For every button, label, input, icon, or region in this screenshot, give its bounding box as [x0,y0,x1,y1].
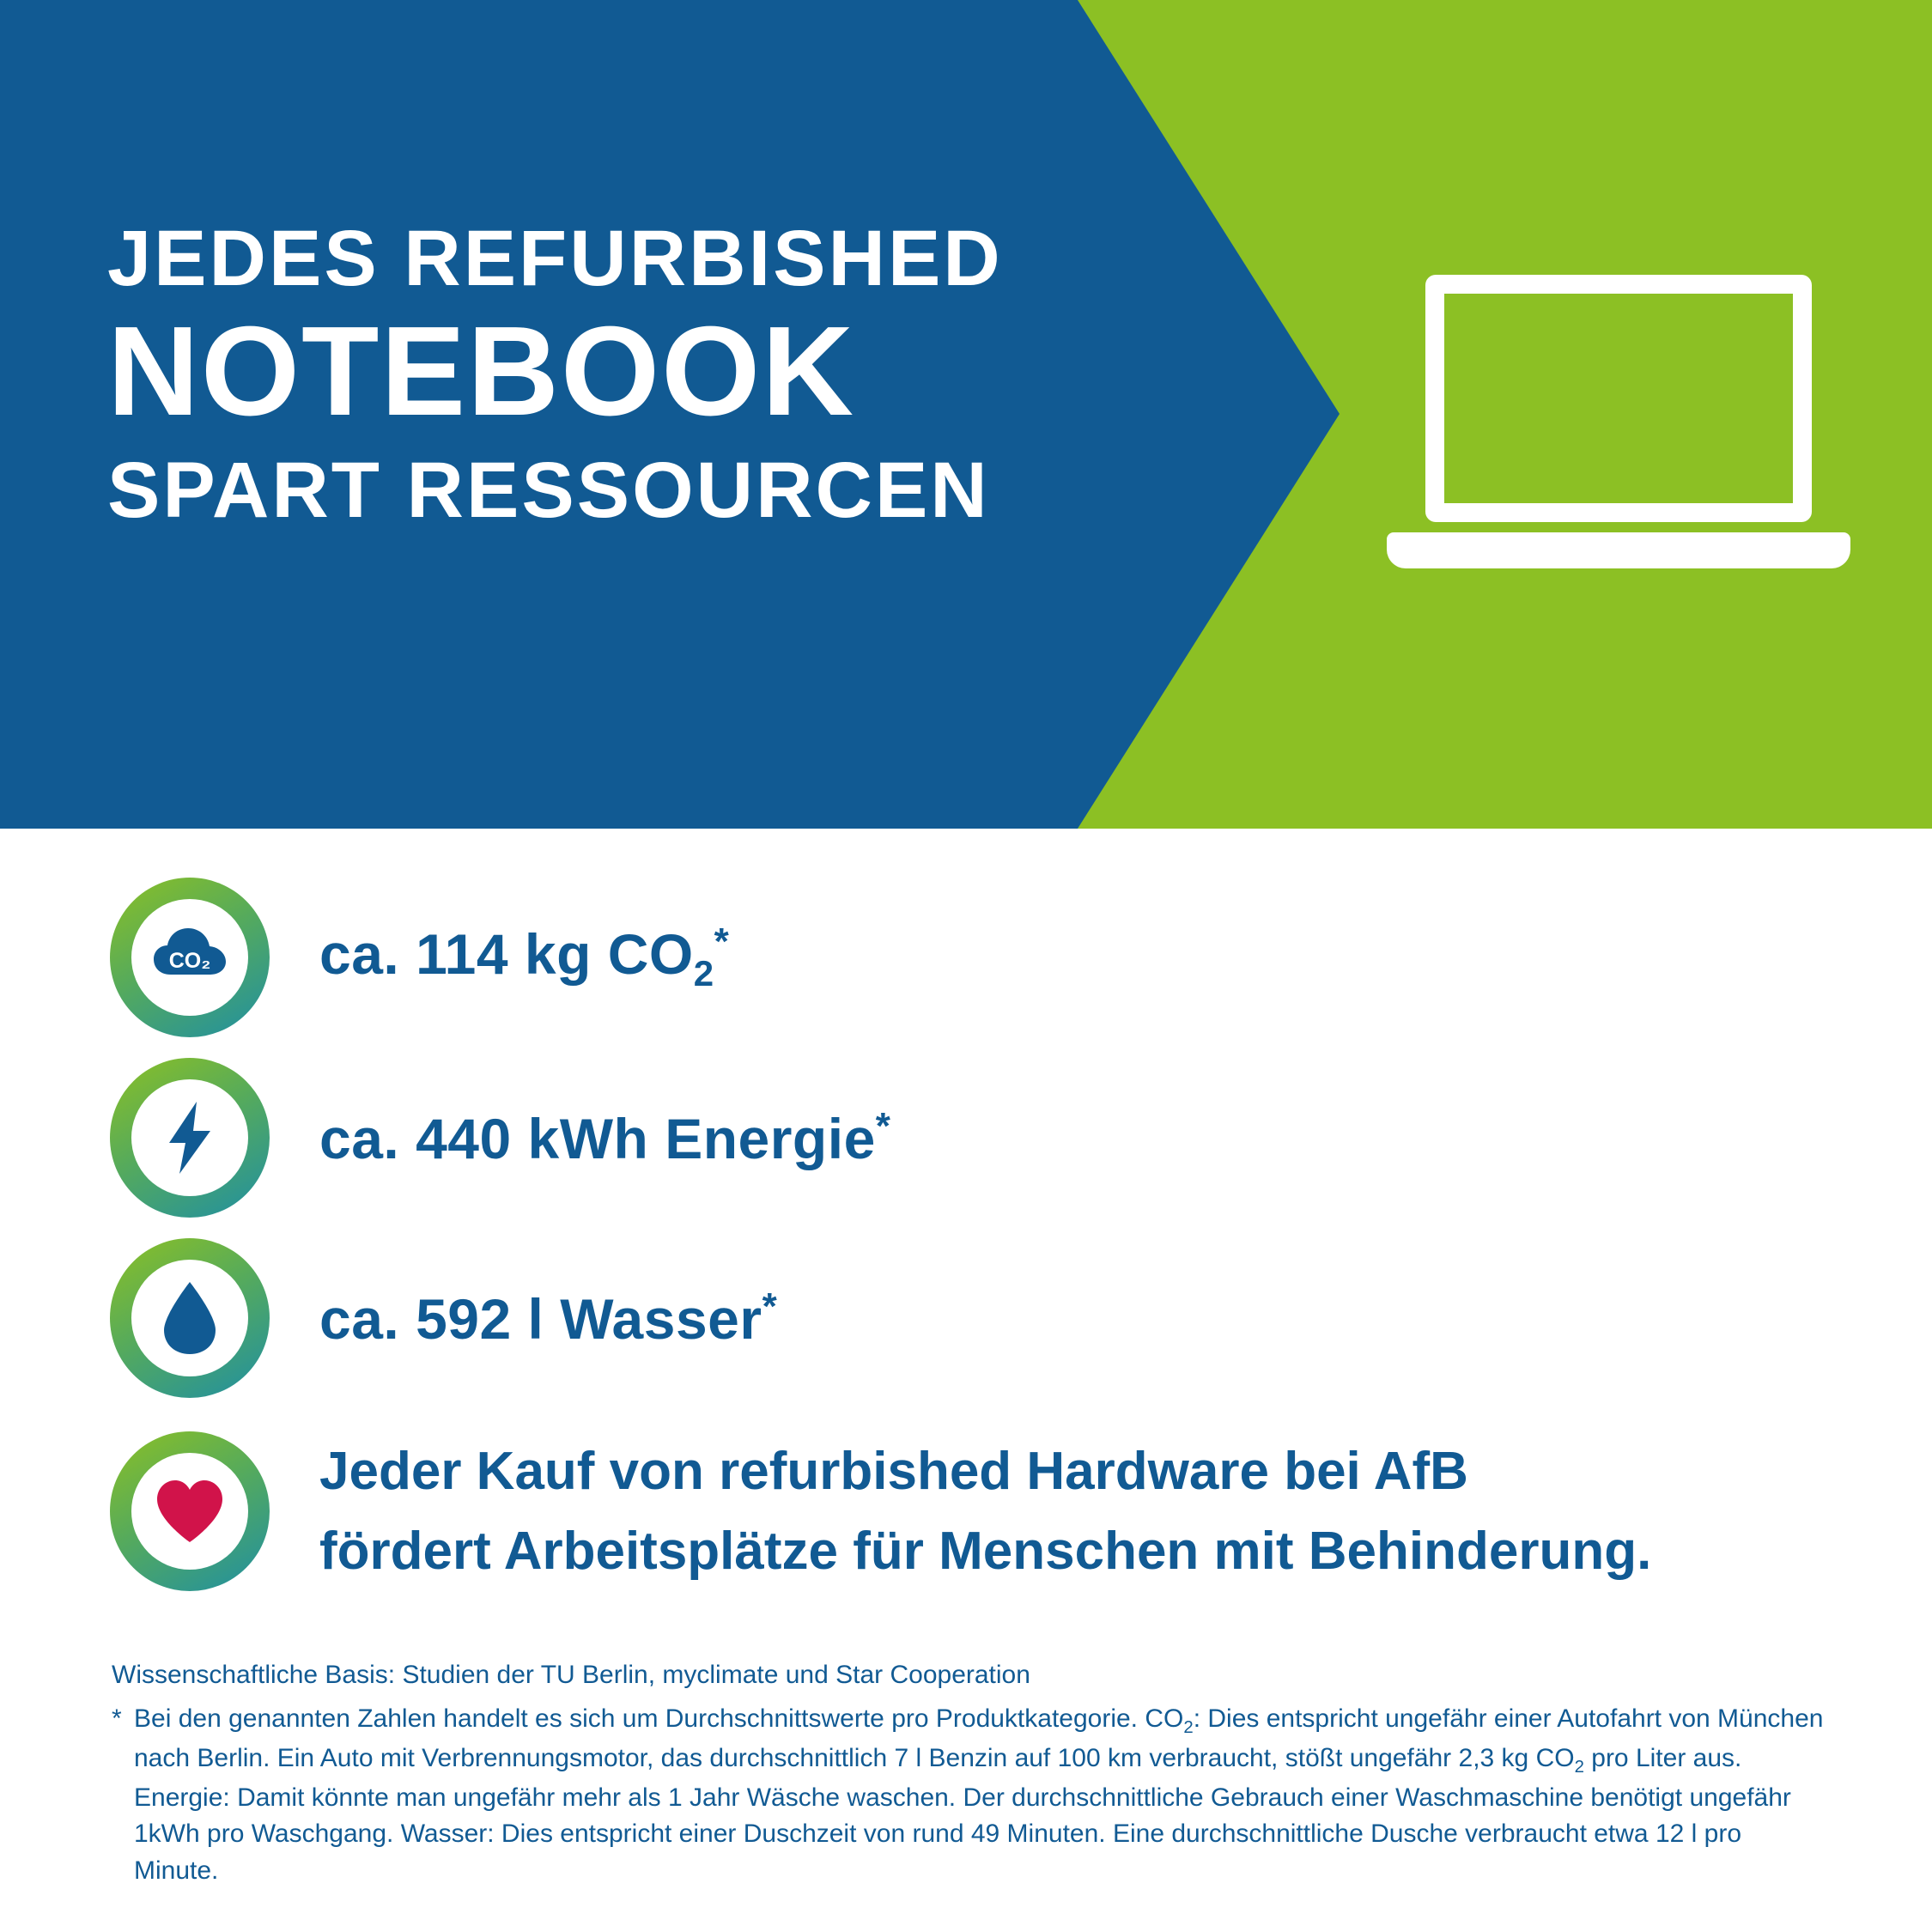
footnote-part-1: Bei den genannten Zahlen handelt es sich um Durchschnittswerte pro Produktkategorie. CO [134,1704,1184,1733]
fact-label-co2 [319,920,729,994]
header-line-2: NOTEBOOK [107,301,856,442]
fact-row-co2 [0,867,1932,1048]
badge-co2 [110,878,270,1037]
fact-energy-prefix: ca. 440 kWh Energie [319,1106,876,1170]
footnote-star-marker: * [112,1704,122,1733]
highlight-line-1: Jeder Kauf von refurbished Hardware bei AfB [319,1442,1468,1501]
badge-water [110,1238,270,1398]
fact-row-water [0,1228,1932,1408]
highlight-text [319,1431,1651,1591]
co2-cloud-icon [145,913,234,1002]
header-banner [0,0,1932,829]
highlight-line-2: fördert Arbeitsplätze für Menschen mit Behinderung. [319,1522,1652,1581]
svg-text:CO₂: CO₂ [168,949,211,973]
fact-label-water [319,1285,777,1352]
footnote-scientific-basis: Wissenschaftliche Basis: Studien der TU Berlin, myclimate und Star Cooperation [112,1661,1030,1689]
footnote-star-body [134,1701,1829,1890]
water-drop-icon [145,1273,234,1363]
fact-water-prefix: ca. 592 l Wasser [319,1286,762,1351]
header-line-3: SPART RESSOURCEN [107,446,990,534]
laptop-base-icon [1387,532,1850,568]
fact-energy-star: * [875,1104,891,1147]
badge-inner [131,1453,248,1570]
fact-row-highlight [0,1408,1932,1614]
heart-icon [145,1467,234,1556]
facts-list [0,867,1932,1614]
footnote-part-2: : Dies entspricht ungefähr einer Autofahrt von München nach Berlin. Ein Auto mit Verbrennungsmotor, das durchschnittlich 7 l Benzin auf 100 km verbraucht, stößt ungefähr 2,3 kg CO [134,1704,1824,1772]
footnotes-block [112,1657,1829,1889]
footnote-sub-2: 2 [1574,1757,1584,1777]
lightning-bolt-icon [145,1093,234,1182]
badge-inner [131,1079,248,1196]
fact-co2-subscript: 2 [693,953,714,994]
laptop-icon [1387,275,1850,584]
fact-co2-star: * [714,920,730,963]
fact-co2-prefix: ca. 114 kg CO [319,921,694,986]
badge-heart [110,1431,270,1591]
fact-label-energy [319,1105,890,1171]
header-title-block [107,215,1121,534]
footnote-star-note [112,1701,1829,1890]
footnote-sub-1: 2 [1183,1717,1194,1737]
laptop-screen-icon [1425,275,1812,522]
fact-row-energy [0,1048,1932,1228]
badge-inner [131,1260,248,1376]
footnote-part-3: pro Liter aus. Energie: Damit könnte man ungefähr mehr als 1 Jahr Wäsche waschen. Der durchschnittliche Gebrauch einer Waschmaschine benötigt ungefähr 1kWh pro Waschgang. Wasser: Dies entspricht einer Duschzeit von rund 49 Minuten. Eine durchschnittliche Dusche verbraucht etwa 12 l pro Minute. [134,1743,1791,1885]
badge-energy [110,1058,270,1218]
fact-water-star: * [762,1285,778,1327]
badge-inner [131,899,248,1016]
header-line-1: JEDES REFURBISHED [107,215,1003,302]
